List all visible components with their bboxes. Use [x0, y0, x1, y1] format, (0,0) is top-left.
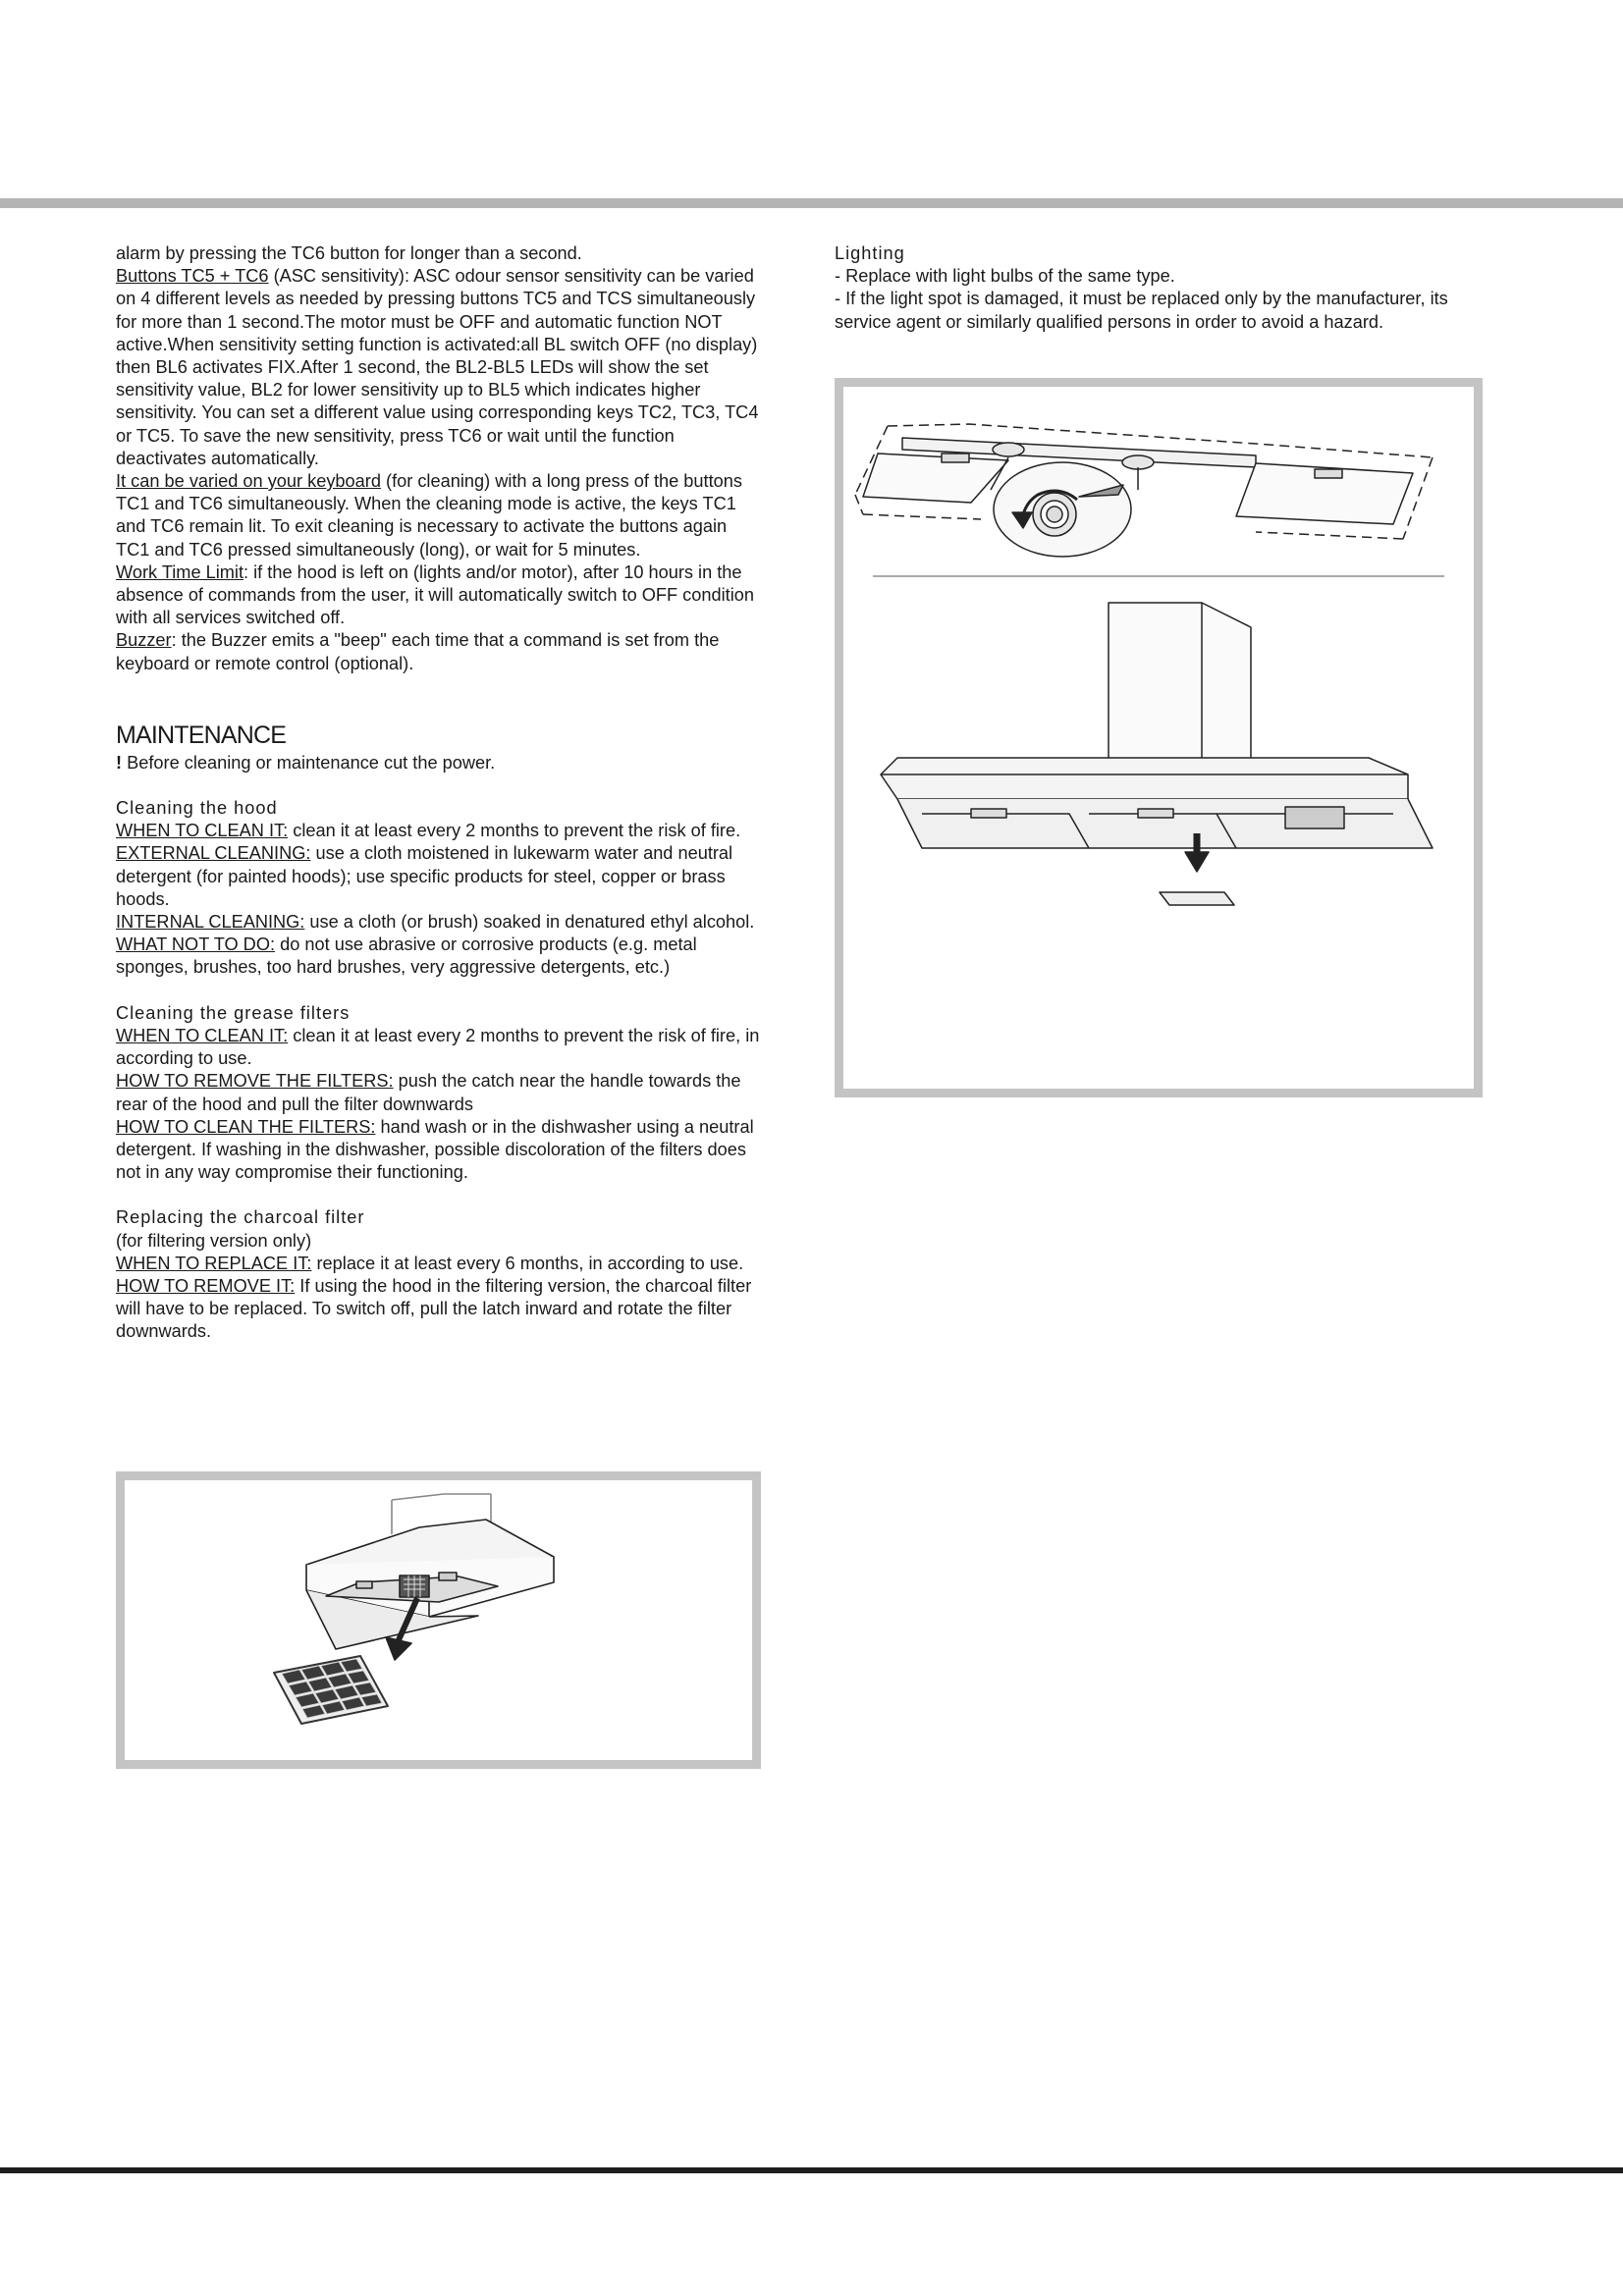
item-text: use a cloth (or brush) soaked in denatured ethyl alcohol.: [304, 912, 755, 933]
item-term: WHEN TO CLEAN IT:: [116, 821, 289, 841]
cleaning-hood-item: [116, 820, 764, 842]
grease-filters-item: [116, 1116, 764, 1185]
item-term: HOW TO CLEAN THE FILTERS:: [116, 1116, 376, 1137]
charcoal-filter-figure: [116, 1471, 761, 1769]
keyboard-text: (for cleaning) with a long press of the buttons TC1 and TC6 simultaneously. When the cleaning mode is active, the keys TC1 and TC6 remain lit. To exit cleaning is necessary to activate the buttons again TC1 and TC6 pressed simultaneously (long), or wait for 5 minutes.: [116, 471, 742, 560]
item-text: clean it at least every 2 months to prevent the risk of fire, in according to use.: [116, 1025, 760, 1069]
grease-filters-item: [116, 1070, 764, 1115]
warning-mark: !: [116, 752, 123, 773]
item-term: EXTERNAL CLEANING:: [116, 843, 311, 864]
item-term: HOW TO REMOVE THE FILTERS:: [116, 1071, 394, 1092]
charcoal-filter-item: [116, 1275, 764, 1344]
lighting-heading: Lighting: [835, 243, 905, 263]
item-text: If using the hood in the filtering version, the charcoal filter will have to be replaced. To switch off, pull the latch inward and rotate the filter downwards.: [116, 1275, 752, 1342]
item-text: push the catch near the handle towards the rear of the hood and pull the filter downwards: [116, 1071, 741, 1114]
charcoal-filter-item: [116, 1253, 764, 1275]
asc-term: Buttons TC5 + TC6: [116, 266, 269, 287]
cleaning-hood-heading: Cleaning the hood: [116, 798, 278, 819]
item-term: INTERNAL CLEANING:: [116, 912, 305, 933]
grease-filters-item: [116, 1025, 764, 1070]
asc-paragraph: [116, 265, 764, 470]
charcoal-filter-heading: Replacing the charcoal filter: [116, 1207, 365, 1228]
buzzer-text: : the Buzzer emits a "beep" each time that a command is set from the keyboard or remote control (optional).: [116, 630, 720, 673]
item-text: clean it at least every 2 months to prevent the risk of fire.: [288, 821, 741, 841]
cleaning-hood-item: [116, 934, 764, 979]
maintenance-heading: MAINTENANCE: [116, 721, 287, 749]
right-column: [835, 242, 1483, 334]
maintenance-warning: [116, 752, 764, 774]
left-column: [116, 242, 764, 1344]
item-text: hand wash or in the dishwasher using a neutral detergent. If washing in the dishwasher, possible discoloration of the filters does not in any way compromise their functioning.: [116, 1116, 754, 1183]
item-term: HOW TO REMOVE IT:: [116, 1275, 296, 1296]
asc-text: (ASC sensitivity): ASC odour sensor sensitivity can be varied on 4 different levels as needed by pressing buttons TC5 and TCS simultaneously for more than 1 second.The motor must be OFF and automatic function NOT active.When sensitivity setting function is activated:all BL switch OFF (no display) then BL6 activates FIX.After 1 second, the BL2-BL5 LEDs will show the set sensitivity value, BL2 for lower sensitivity up to BL5 which indicates higher sensitivity. You can set a different value using corresponding keys TC2, TC3, TC4 or TC5. To save the new sensitivity, press TC6 or wait until the function deactivates automatically.: [116, 266, 759, 468]
charcoal-filter-subtitle: (for filtering version only): [116, 1230, 312, 1251]
work-time-term: Work Time Limit: [116, 561, 244, 582]
item-text: replace it at least every 6 months, in according to use.: [311, 1253, 744, 1273]
lighting-illustration: [843, 387, 1474, 1089]
keyboard-term: It can be varied on your keyboard: [116, 471, 381, 492]
cleaning-hood-item: [116, 842, 764, 911]
cleaning-hood-item: [116, 911, 764, 934]
buzzer-term: Buzzer: [116, 630, 172, 651]
footer-rule: [0, 2167, 1623, 2173]
lighting-line: - If the light spot is damaged, it must be replaced only by the manufacturer, its service agent or similarly qualified persons in order to avoid a hazard.: [835, 289, 1448, 332]
keyboard-paragraph: [116, 470, 764, 561]
charcoal-filter-illustration: [125, 1480, 752, 1760]
lighting-figure: [835, 378, 1483, 1097]
header-rule: [0, 198, 1623, 208]
intro-line: alarm by pressing the TC6 button for longer than a second.: [116, 243, 582, 263]
lighting-line: - Replace with light bulbs of the same type.: [835, 266, 1175, 287]
item-term: WHEN TO REPLACE IT:: [116, 1253, 312, 1273]
warning-text: Before cleaning or maintenance cut the power.: [122, 752, 496, 773]
work-time-text: : if the hood is left on (lights and/or motor), after 10 hours in the absence of commands from the user, it will automatically switch to OFF condition with all services switched off.: [116, 561, 754, 628]
buzzer-paragraph: [116, 629, 764, 674]
item-term: WHEN TO CLEAN IT:: [116, 1025, 289, 1045]
work-time-paragraph: [116, 561, 764, 630]
item-term: WHAT NOT TO DO:: [116, 934, 276, 955]
item-text: do not use abrasive or corrosive products (e.g. metal sponges, brushes, too hard brushes, very aggressive detergents, etc.): [116, 934, 697, 978]
grease-filters-heading: Cleaning the grease filters: [116, 1002, 351, 1023]
item-text: use a cloth moistened in lukewarm water and neutral detergent (for painted hoods); use specific products for steel, copper or brass hoods.: [116, 843, 733, 909]
